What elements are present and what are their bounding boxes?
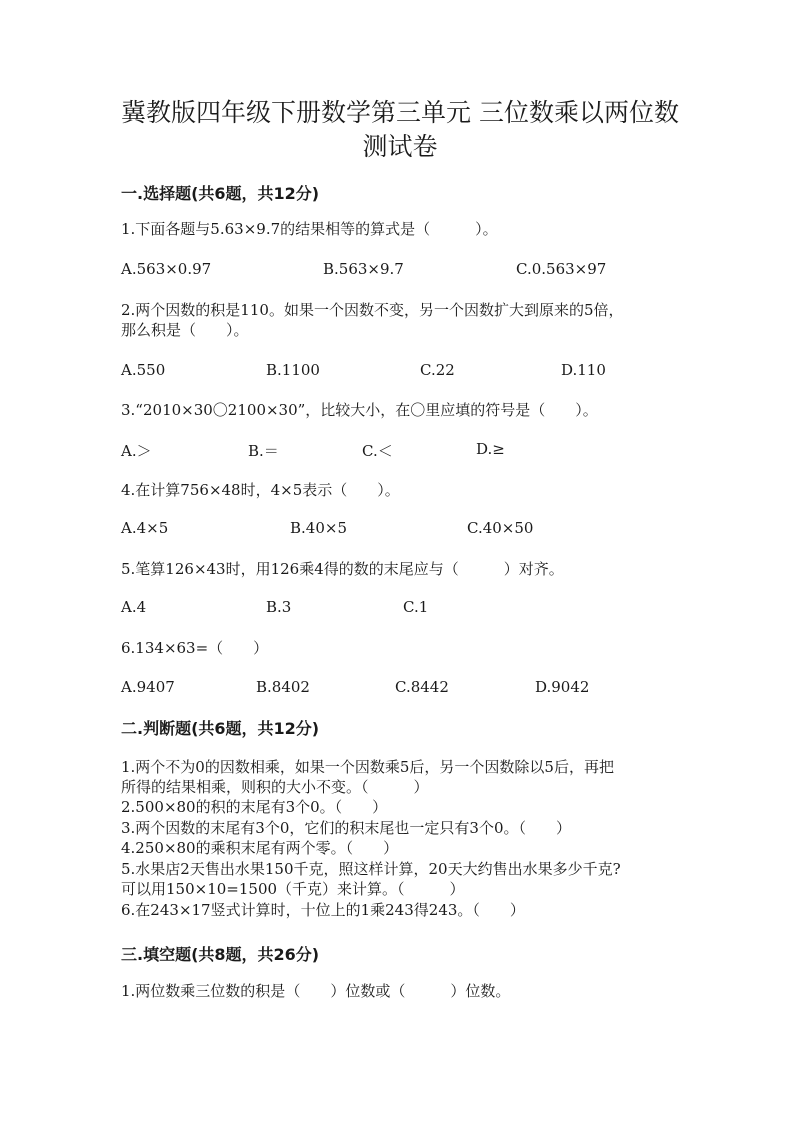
choice-q3-option-b: B.＝ (248, 442, 279, 460)
choice-q1-option-c: C.0.563×97 (516, 260, 607, 278)
choice-q6-option-b: B.8402 (256, 678, 310, 696)
choice-q6-option-c: C.8442 (395, 678, 449, 696)
judgement-question-2: 2.500×80的积的末尾有3个0。（ ） (121, 798, 388, 816)
exam-title-line2: 测试卷 (362, 132, 438, 161)
choice-q2-option-a: A.550 (121, 361, 166, 379)
judgement-question-1-line1: 1.两个不为0的因数相乘，如果一个因数乘5后，另一个因数除以5后，再把 (121, 758, 614, 776)
choice-q3-option-a: A.＞ (121, 442, 152, 460)
judgement-question-4: 4.250×80的乘积末尾有两个零。（ ） (121, 839, 399, 857)
choice-q6-option-a: A.9407 (121, 678, 175, 696)
choice-q2-option-c: C.22 (420, 361, 455, 379)
fill-question-1: 1.两位数乘三位数的积是（ ）位数或（ ）位数。 (121, 982, 511, 1000)
choice-q1-option-a: A.563×0.97 (121, 260, 212, 278)
choice-q5-option-b: B.3 (266, 598, 292, 616)
section-heading-fill-blank: 三.填空题(共8题，共26分) (121, 945, 320, 964)
choice-q2-option-b: B.1100 (266, 361, 320, 379)
choice-question-2-line2: 那么积是（ ）。 (121, 321, 249, 339)
choice-q3-option-c: C.＜ (362, 442, 393, 460)
choice-question-5: 5.笔算126×43时，用126乘4得的数的末尾应与（ ）对齐。 (121, 560, 564, 578)
choice-q4-option-a: A.4×5 (121, 519, 169, 537)
choice-question-3: 3.“2010×30〇2100×30”，比较大小，在〇里应填的符号是（ ）。 (121, 401, 598, 419)
choice-question-2-line1: 2.两个因数的积是110。如果一个因数不变，另一个因数扩大到原来的5倍， (121, 301, 624, 319)
choice-q4-option-b: B.40×5 (290, 519, 347, 537)
choice-q3-option-d: D.≥ (476, 440, 505, 458)
judgement-question-3: 3.两个因数的末尾有3个0，它们的积末尾也一定只有3个0。（ ） (121, 819, 571, 837)
choice-q2-option-d: D.110 (561, 361, 606, 379)
judgement-question-5-line1: 5.水果店2天售出水果150千克，照这样计算，20天大约售出水果多少千克? (121, 860, 621, 878)
choice-question-1: 1.下面各题与5.63×9.7的结果相等的算式是（ ）。 (121, 220, 498, 238)
judgement-question-5-line2: 可以用150×10=1500（千克）来计算。（ ） (121, 880, 465, 898)
choice-q4-option-c: C.40×50 (467, 519, 534, 537)
section-heading-judgement: 二.判断题(共6题，共12分) (121, 719, 320, 738)
judgement-question-1-line2: 所得的结果相乘，则积的大小不变。（ ） (121, 778, 429, 796)
choice-question-4: 4.在计算756×48时，4×5表示（ ）。 (121, 481, 400, 499)
choice-q5-option-a: A.4 (121, 598, 147, 616)
section-heading-choice: 一.选择题(共6题，共12分) (121, 184, 320, 203)
choice-question-6: 6.134×63=（ ） (121, 639, 269, 657)
exam-title-line1: 冀教版四年级下册数学第三单元 三位数乘以两位数 (121, 98, 679, 127)
choice-q1-option-b: B.563×9.7 (323, 260, 404, 278)
choice-q6-option-d: D.9042 (535, 678, 590, 696)
judgement-question-6: 6.在243×17竖式计算时，十位上的1乘243得243。（ ） (121, 901, 525, 919)
choice-q5-option-c: C.1 (403, 598, 429, 616)
